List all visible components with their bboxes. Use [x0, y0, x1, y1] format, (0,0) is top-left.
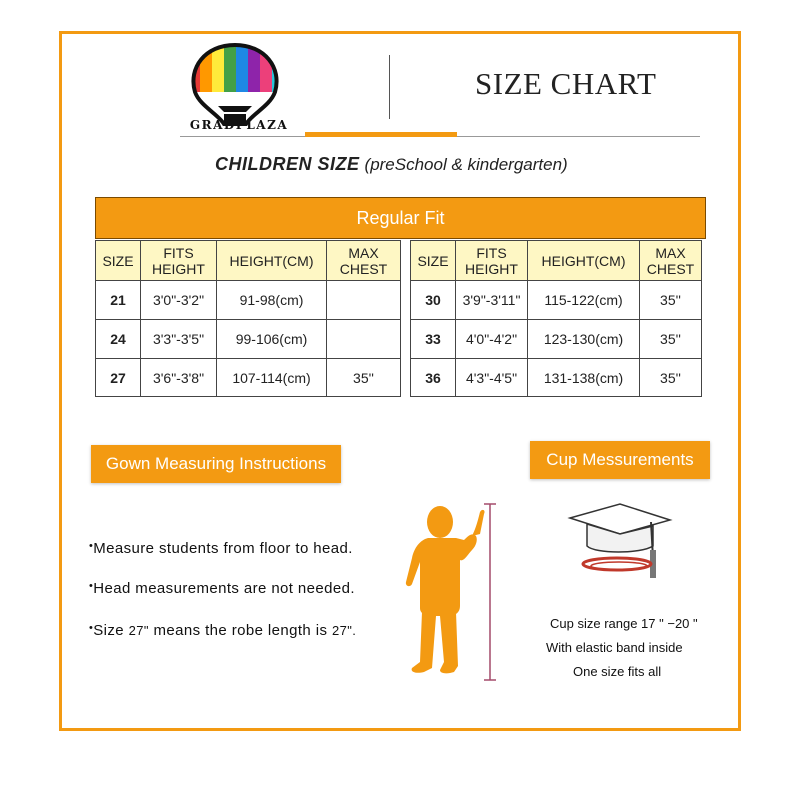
header-fits-height: FITS HEIGHT	[456, 241, 528, 281]
table-header-row	[411, 241, 702, 281]
page-title: SIZE CHART	[475, 66, 657, 101]
instruction-3	[89, 622, 356, 639]
cup-elastic-note: With elastic band inside	[546, 640, 683, 655]
brand-name: GRADPLAZA	[189, 118, 289, 132]
cell-fits: 3'3"-3'5"	[141, 320, 217, 359]
cell-chest: 35''	[640, 281, 702, 320]
cell-fits: 3'6"-3'8"	[141, 359, 217, 397]
table-header-row	[96, 241, 401, 281]
header-fits-height: FITS HEIGHT	[141, 241, 217, 281]
fit-banner: Regular Fit	[95, 197, 706, 239]
instruction-size-value: 27"	[128, 623, 149, 638]
cell-chest	[327, 320, 401, 359]
cell-chest	[327, 281, 401, 320]
child-measurement-icon	[398, 500, 528, 685]
cell-size: 30	[411, 281, 456, 320]
cell-size: 24	[96, 320, 141, 359]
subtitle-main: CHILDREN SIZE	[215, 154, 360, 174]
header-size: SIZE	[96, 241, 141, 281]
table-row	[411, 359, 702, 397]
cup-size-range: Cup size range 17 " −20 "	[550, 616, 698, 631]
bullet-icon: •	[89, 580, 94, 592]
cell-fits: 4'3"-4'5"	[456, 359, 528, 397]
header-divider	[389, 55, 390, 119]
header-height-cm: HEIGHT(CM)	[217, 241, 327, 281]
table-row	[411, 281, 702, 320]
instruction-text: Measure students from floor to head.	[93, 540, 353, 557]
instruction-text-b: means the robe length is	[153, 622, 328, 639]
cup-fit-note: One size fits all	[573, 664, 662, 679]
header-height-cm: HEIGHT(CM)	[528, 241, 640, 281]
cell-fits: 3'9"-3'11"	[456, 281, 528, 320]
section-subtitle	[215, 154, 568, 175]
cell-size: 21	[96, 281, 141, 320]
cell-height: 115-122(cm)	[528, 281, 640, 320]
cell-chest: 35''	[327, 359, 401, 397]
instruction-1	[89, 540, 353, 557]
instruction-text-a: Size	[93, 622, 125, 639]
cell-height: 107-114(cm)	[217, 359, 327, 397]
cell-size: 33	[411, 320, 456, 359]
gown-instructions-heading: Gown Measuring Instructions	[91, 445, 341, 483]
instruction-2	[89, 580, 355, 597]
graduation-cap-icon	[565, 498, 675, 588]
cell-chest: 35''	[640, 320, 702, 359]
subtitle-paren: (preSchool & kindergarten)	[364, 155, 568, 174]
size-table-right	[410, 240, 702, 397]
bullet-icon: •	[89, 622, 94, 634]
cup-measurements-heading: Cup Messurements	[530, 441, 710, 479]
cell-height: 123-130(cm)	[528, 320, 640, 359]
table-row	[96, 320, 401, 359]
cell-fits: 3'0"-3'2"	[141, 281, 217, 320]
instruction-text: Head measurements are not needed.	[93, 580, 355, 597]
cell-height: 91-98(cm)	[217, 281, 327, 320]
bullet-icon: •	[89, 540, 94, 552]
header-max-chest: MAX CHEST	[640, 241, 702, 281]
instruction-length-value: 27".	[331, 623, 357, 638]
table-row	[411, 320, 702, 359]
header-size: SIZE	[411, 241, 456, 281]
cell-size: 27	[96, 359, 141, 397]
cell-height: 99-106(cm)	[217, 320, 327, 359]
table-row	[96, 281, 401, 320]
cell-size: 36	[411, 359, 456, 397]
cell-chest: 35''	[640, 359, 702, 397]
header-max-chest: MAX CHEST	[327, 241, 401, 281]
size-table-left	[95, 240, 401, 397]
header-rule-accent	[305, 132, 457, 137]
cell-fits: 4'0"-4'2"	[456, 320, 528, 359]
cell-height: 131-138(cm)	[528, 359, 640, 397]
table-row	[96, 359, 401, 397]
